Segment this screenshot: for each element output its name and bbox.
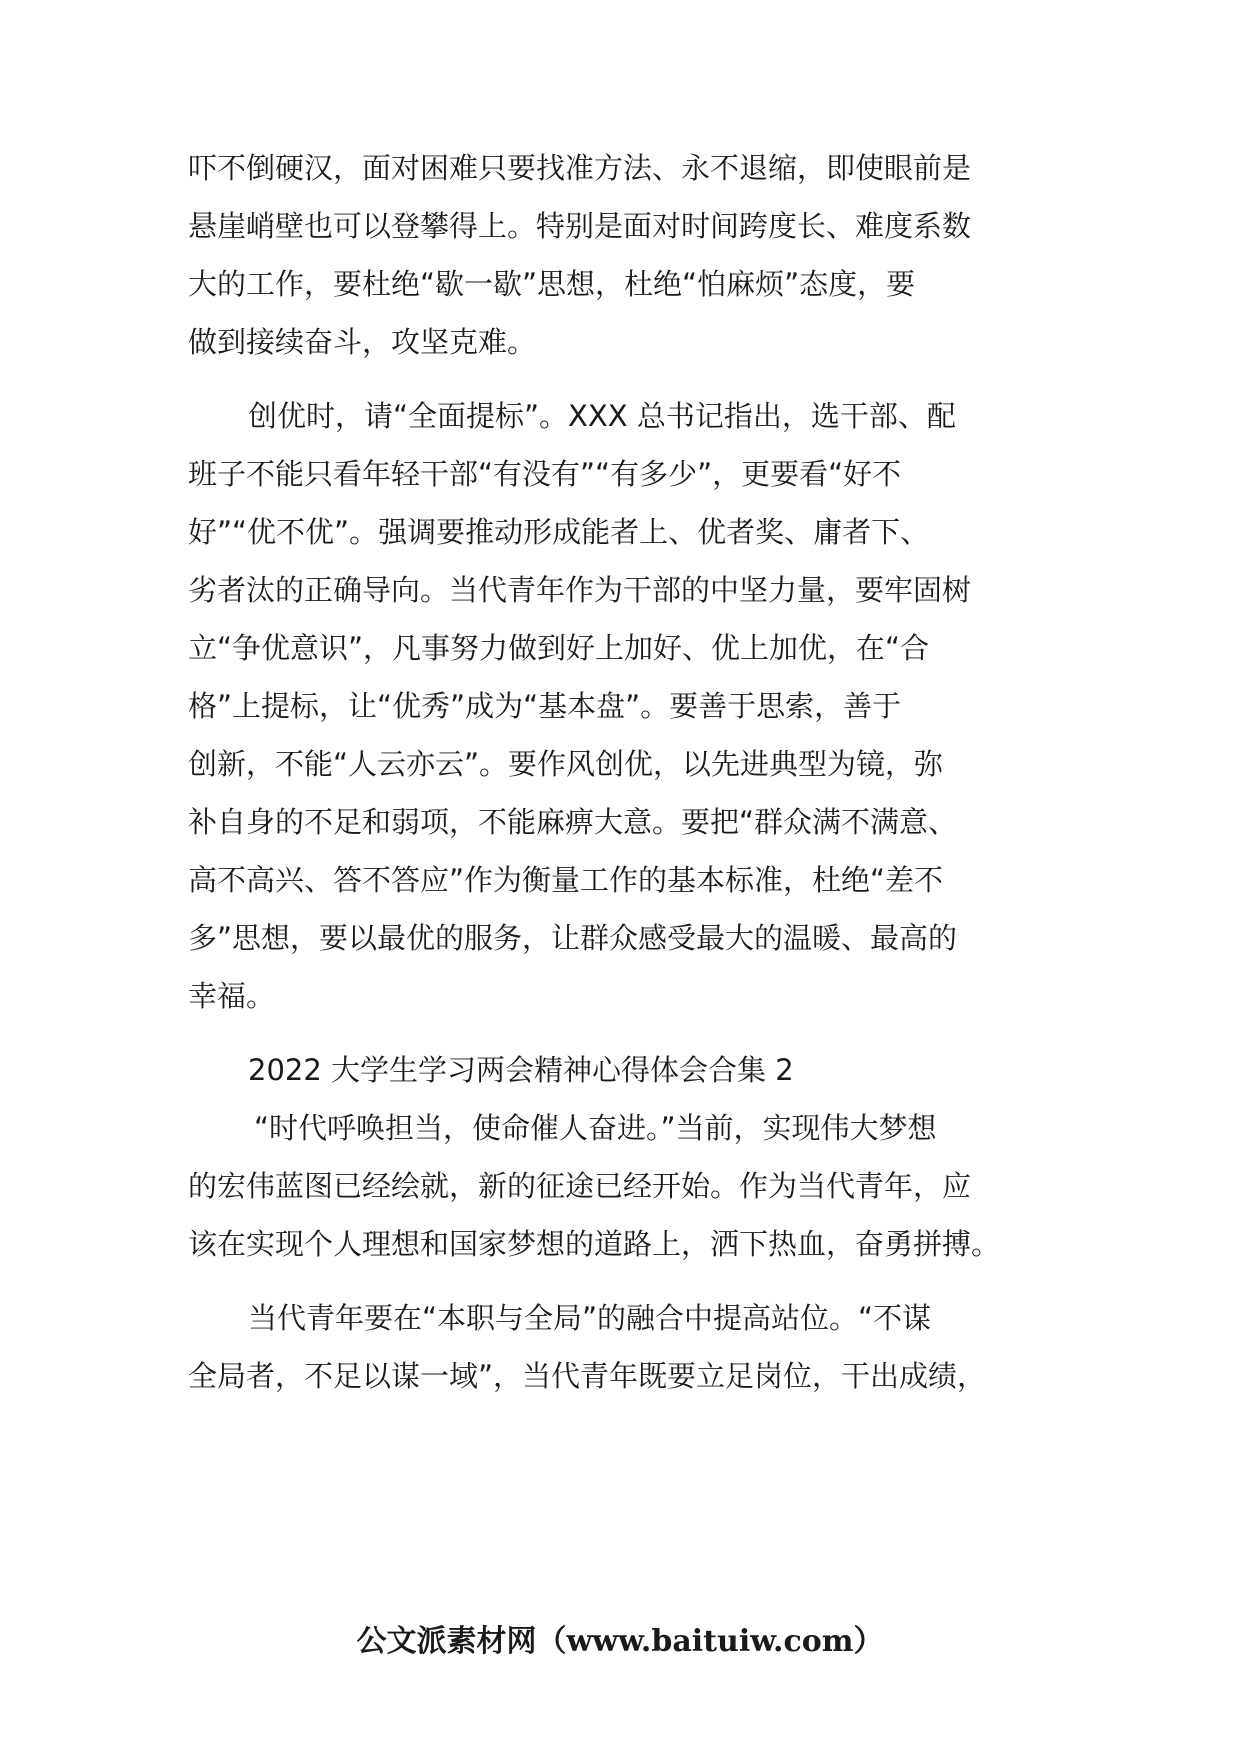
paragraph-line: 该在实现个人理想和国家梦想的道路上，洒下热血，奋勇拼搏。 xyxy=(188,1227,1001,1261)
paragraph-line: 劣者汰的正确导向。当代青年作为干部的中坚力量，要牢固树 xyxy=(188,573,972,607)
paragraph-line: 创优时，请“全面提标”。XXX 总书记指出，选干部、配 xyxy=(248,399,956,433)
paragraph-line: 做到接续奋斗，攻坚克难。 xyxy=(188,325,537,359)
paragraph-line: 吓不倒硬汉，面对困难只要找准方法、永不退缩，即使眼前是 xyxy=(188,151,972,185)
paragraph-line: 补自身的不足和弱项，不能麻痹大意。要把“群众满不满意、 xyxy=(188,805,958,839)
paragraph-line: 好”“优不优”。强调要推动形成能者上、优者奖、庸者下、 xyxy=(188,515,930,549)
paragraph-line: 高不高兴、答不答应”作为衡量工作的基本标准，杜绝“差不 xyxy=(188,863,944,897)
paragraph-line: 幸福。 xyxy=(188,979,276,1013)
paragraph-line: 多”思想，要以最优的服务，让群众感受最大的温暖、最高的 xyxy=(188,921,958,955)
paragraph-line: 的宏伟蓝图已经绘就，新的征途已经开始。作为当代青年，应 xyxy=(188,1169,972,1203)
paragraph-line: 班子不能只看年轻干部“有没有”“有多少”，更要看“好不 xyxy=(188,457,902,491)
paragraph-line: 悬崖峭壁也可以登攀得上。特别是面对时间跨度长、难度系数 xyxy=(188,209,972,243)
paragraph-line: 创新，不能“人云亦云”。要作风创优，以先进典型为镜，弥 xyxy=(188,747,944,781)
paragraph-line: 当代青年要在“本职与全局”的融合中提高站位。“不谋 xyxy=(248,1301,932,1335)
paragraph-line: 立“争优意识”，凡事努力做到好上加好、优上加优，在“合 xyxy=(188,631,930,665)
paragraph-line: 全局者，不足以谋一域”，当代青年既要立足岗位，干出成绩， xyxy=(188,1359,987,1393)
paragraph-line: 格”上提标，让“优秀”成为“基本盘”。要善于思索，善于 xyxy=(188,689,902,723)
section-heading: 2022 大学生学习两会精神心得体会合集 2 xyxy=(248,1053,794,1087)
paragraph-line: “时代呼唤担当，使命催人奋进。”当前，实现伟大梦想 xyxy=(254,1111,937,1145)
footer-source: 公文派素材网（www.baituiw.com） xyxy=(356,1624,884,1659)
paragraph-line: 大的工作，要杜绝“歇一歇”思想，杜绝“怕麻烦”态度，要 xyxy=(188,267,916,301)
